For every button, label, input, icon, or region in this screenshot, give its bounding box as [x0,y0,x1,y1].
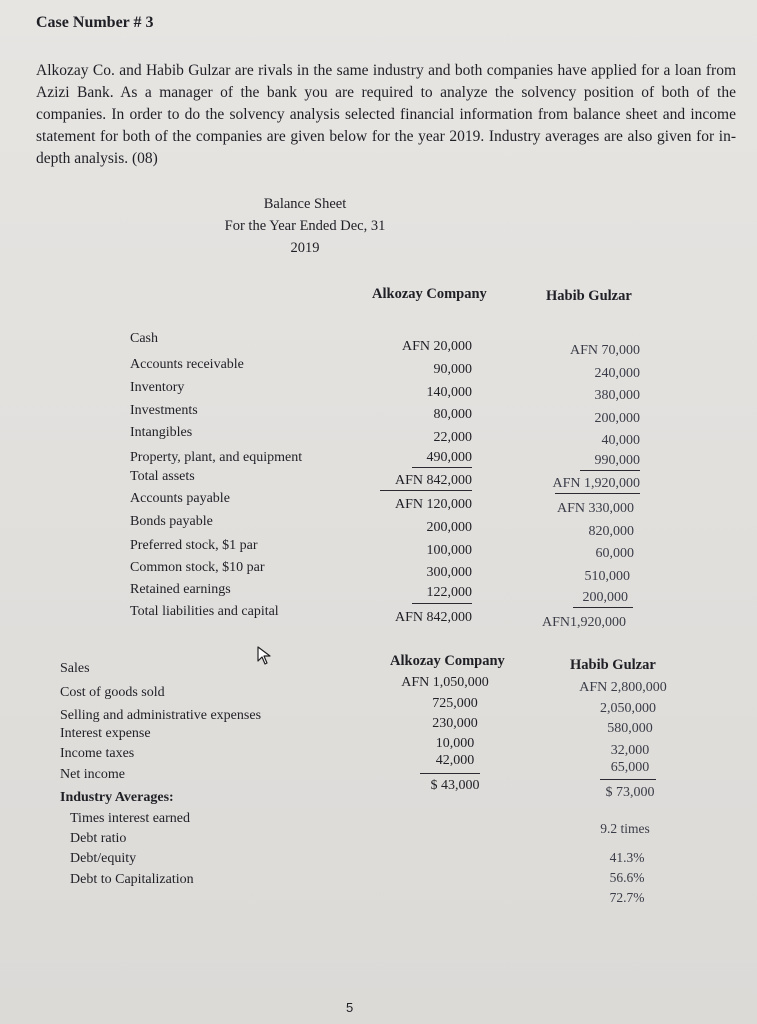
is-label: Sales [60,661,90,676]
is-col-habib: Habib Gulzar [570,657,656,673]
bs-alkozay-value: 22,000 [433,430,472,445]
balance-sheet-period: For the Year Ended Dec, 31 [224,218,386,234]
bs-alkozay-value: 90,000 [433,362,472,377]
bs-label: Total liabilities and capital [130,604,279,619]
case-title: Case Number # 3 [36,14,154,31]
bs-alkozay-value: 300,000 [426,565,472,580]
is-alkozay-value: 10,000 [435,736,475,751]
balance-sheet-year: 2019 [290,240,320,256]
industry-value: 72.7% [609,890,645,905]
bs-label: Inventory [130,380,185,395]
bs-underline [555,493,640,494]
is-habib-value: $ 73,000 [605,785,655,800]
is-alkozay-value: $ 43,000 [430,778,480,793]
bs-alkozay-value: 200,000 [426,520,472,535]
is-alkozay-value: 42,000 [435,753,475,768]
bs-habib-value: 40,000 [601,433,640,448]
bs-alkozay-value: 100,000 [426,543,472,558]
page-number: 5 [346,1000,354,1015]
is-habib-value: 2,050,000 [600,701,656,716]
bs-label: Intangibles [130,425,193,440]
is-label: Interest expense [60,726,151,741]
is-label: Cost of goods sold [60,685,165,700]
bs-habib-value: 200,000 [582,590,628,605]
bs-habib-value: 510,000 [584,569,630,584]
industry-label: Debt to Capitalization [70,872,194,887]
bs-alkozay-value: AFN 20,000 [401,339,472,354]
bs-label: Property, plant, and equipment [130,450,303,465]
bs-col-alkozay: Alkozay Company [372,286,487,302]
is-alkozay-value: 725,000 [432,696,478,711]
case-intro: Alkozay Co. and Habib Gulzar are rivals in the same industry and both companies have applied for a loan from Azizi Bank. As a manager of the bank you are required to analyze the solvency position of both of the companies. In order to do the solvency analysis selected financial information from balance sheet and income statement for both of the companies are given below for the year 2019. Industry averages are also given for in- depth analysis. (08) [36,62,736,167]
industry-label: Debt/equity [70,851,137,866]
bs-alkozay-value: 80,000 [433,407,472,422]
is-alkozay-value: 230,000 [432,716,478,731]
bs-habib-value: 240,000 [594,366,640,381]
bs-label: Common stock, $10 par [130,560,265,575]
bs-label: Accounts payable [130,491,230,506]
bs-label: Retained earnings [130,582,231,597]
is-label: Income taxes [60,746,135,761]
bs-alkozay-value: AFN 120,000 [394,497,472,512]
bs-col-habib: Habib Gulzar [546,288,632,304]
industry-label: Debt ratio [70,831,127,846]
is-habib-value: 65,000 [610,760,650,775]
bs-alkozay-value: AFN 842,000 [394,473,472,488]
bs-underline [580,470,640,471]
bs-habib-value: 200,000 [594,411,640,426]
bs-habib-value: 820,000 [588,524,634,539]
bs-alkozay-value: 490,000 [426,450,472,465]
bs-habib-value: 990,000 [594,453,640,468]
bs-label: Investments [130,403,198,418]
balance-sheet-heading: Balance Sheet [263,196,347,212]
bs-habib-value: AFN 70,000 [569,343,640,358]
is-underline [600,779,656,780]
bs-habib-value: AFN 1,920,000 [552,476,640,491]
mouse-pointer-icon [256,646,274,666]
is-label: Net income [60,767,125,782]
bs-underline [412,467,472,468]
industry-value: 41.3% [609,850,645,865]
is-habib-value: 580,000 [607,721,653,736]
bs-alkozay-value: 140,000 [426,385,472,400]
bs-label: Total assets [130,469,195,484]
is-alkozay-value: AFN 1,050,000 [401,675,489,690]
bs-habib-value: AFN 330,000 [556,501,634,516]
bs-label: Cash [130,331,158,346]
industry-value: 9.2 times [600,821,650,836]
bs-habib-value: 380,000 [594,388,640,403]
bs-label: Bonds payable [130,514,213,529]
bs-alkozay-value: AFN 842,000 [394,610,472,625]
is-label: Selling and administrative expenses [60,708,262,723]
bs-habib-value: 60,000 [595,546,634,561]
industry-value: 56.6% [609,870,645,885]
is-habib-value: AFN 2,800,000 [579,680,667,695]
is-habib-value: 32,000 [610,743,650,758]
bs-alkozay-value: 122,000 [426,585,472,600]
bs-underline [412,603,472,604]
bs-underline [380,490,472,491]
is-col-alkozay: Alkozay Company [390,653,505,669]
bs-underline [573,607,633,608]
bs-habib-value: AFN1,920,000 [541,615,626,630]
bs-label: Preferred stock, $1 par [130,538,258,553]
industry-label: Times interest earned [70,811,191,826]
industry-averages-heading: Industry Averages: [60,790,174,805]
bs-label: Accounts receivable [130,357,244,372]
is-underline [420,773,480,774]
